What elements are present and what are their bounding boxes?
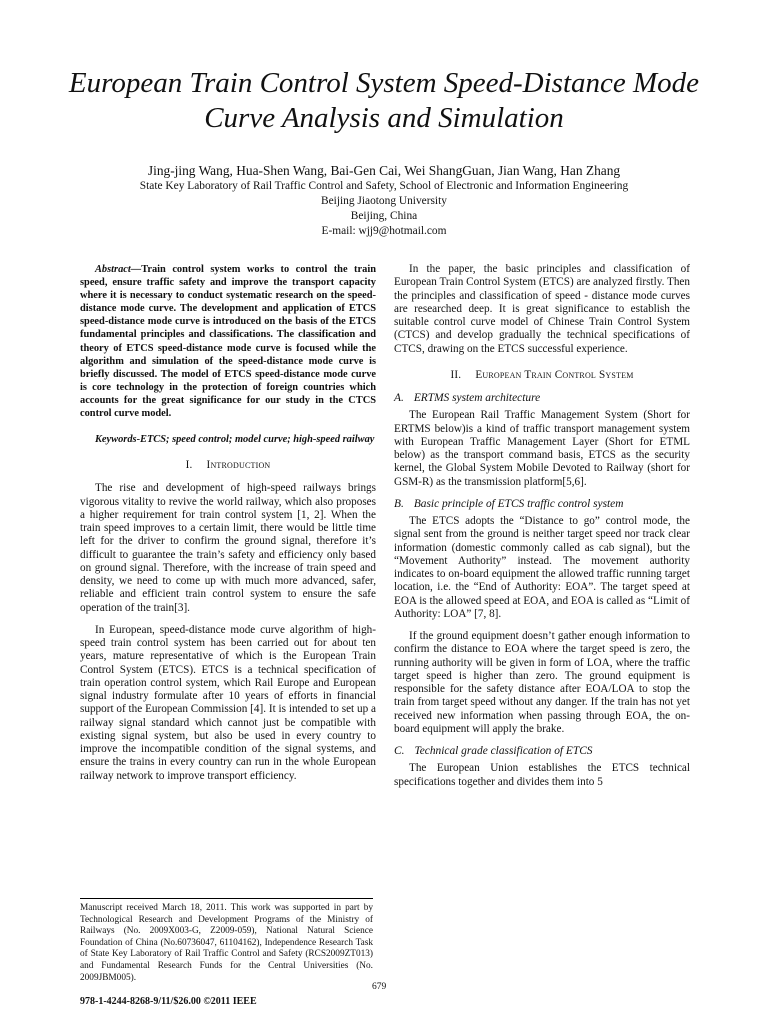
paragraph: The rise and development of high-speed railways brings vigorous vitality to revive the world railway, which also proposes a higher requirement for train control system [1, 2]. When the train speed improves to a certain limit, there would be little time left for the driver to confirm the ground signal, therefore it’s difficult to guarantee the train’s safety and efficiency only based on ground signal. Therefore, with the increase of train speed and density, we need to come up with much more advanced, safer, reliable and efficient train control system to ensure the safe operation of the train[3]. — [80, 482, 376, 614]
subsection-title: ERTMS system architecture — [413, 392, 541, 404]
section-heading-introduction — [80, 459, 376, 472]
abstract — [80, 263, 376, 420]
subsection-label: C. — [394, 745, 405, 757]
affiliation-location: Beijing, China — [350, 210, 418, 222]
isbn-line: 978-1-4244-8268-9/11/$26.00 ©2011 IEEE — [80, 996, 257, 1007]
paragraph: In the paper, the basic principles and classification of European Train Control System (ETCS) are analyzed firstly. Then the principles and classification of speed - distance mode curves are researched deep. It is great significance to establish the suitable control curve model of Chinese Train Control System (CTCS) and develop gradually the technical specifications of CTCS, drawing on the ETCS successful experience. — [394, 263, 690, 355]
abstract-lead: Abstract— — [95, 264, 142, 275]
paragraph: In European, speed-distance mode curve algorithm of high-speed train control system has been carried out for about ten years, mature representative of which is the European Train Control System (ETCS). ETCS is a technical specification of train operation control system, which Rail Europe and European signal industry formulate after 10 years of efforts in financial support of the European Commission [4]. It is intended to set up a railway signal standard which cannot just be compatible with existing signal system, but also be used in every country to improve the incompatible condition of the signal systems, and ensure the trains in every country can run in the whole European railway network to improve transport efficiency. — [80, 623, 376, 782]
footnote-rule — [80, 898, 373, 899]
right-column — [394, 263, 690, 789]
affiliation-university: Beijing Jiaotong University — [321, 195, 447, 207]
keywords: Keywords-ETCS; speed control; model curve; high-speed railway — [95, 434, 375, 446]
affiliation-line: State Key Laboratory of Rail Traffic Control and Safety, School of Electronic and Information Engineering — [139, 180, 629, 192]
subsection-title: Basic principle of ETCS traffic control system — [413, 497, 624, 510]
section-title: Introduction — [206, 459, 271, 472]
section-number: I. — [185, 459, 193, 472]
section-heading-etcs — [394, 369, 690, 382]
left-column — [80, 263, 376, 783]
subsection-label: A. — [394, 392, 404, 404]
subsection-heading-b — [394, 498, 690, 511]
subsection-label: B. — [394, 497, 404, 510]
paragraph: The European Union establishes the ETCS technical specifications together and divides them into 5 — [394, 762, 690, 788]
subsection-heading-a — [394, 392, 690, 405]
author-email: E-mail: wjj9@hotmail.com — [321, 225, 447, 237]
author-block — [60, 162, 708, 239]
subsection-heading-c — [394, 745, 690, 758]
author-list: Jing-jing Wang, Hua-Shen Wang, Bai-Gen Cai, Wei ShangGuan, Jian Wang, Han Zhang — [147, 163, 621, 178]
section-number: II. — [450, 368, 462, 381]
footnote: Manuscript received March 18, 2011. This work was supported in part by Technological Research and Development Programs of the Ministry of Railways (No. 2009X003-G, Z2009-059), National Natural Science Foundation of China (No.60736047, 61104162), Independence Research Task of State Key Laboratory of Rail Traffic Control and Safety (RCS2009ZT013) and Fundamental Research Funds for the Central Universities (No. 2009JBM005). — [80, 903, 373, 983]
paper-title: European Train Control System Speed-Distance Mode Curve Analysis and Simulation — [68, 67, 700, 134]
subsection-title: Technical grade classification of ETCS — [414, 745, 593, 757]
paragraph: The ETCS adopts the “Distance to go” control mode, the signal sent from the ground is neither target speed nor track clear information (domestic commonly called as cab signal), but the “Movement Authority” instead. The movement authority indicates to on-board equipment the allowed traffic running target location, i.e. the “End of Authority: EOA”. The target speed at EOA is the allowed speed at EOA, and EOA is called as “Limit of Authority: LOA” [7, 8]. — [394, 515, 690, 620]
paragraph: If the ground equipment doesn’t gather enough information to confirm the distance to EOA where the target speed is zero, the running authority will be given in form of LOA, where the traffic target speed is higher than zero. The ground equipment is responsible for the safety distance after EOA/LOA to stop the train from target speed without any danger. If the train has not yet received new information when passing through EOA, the on-board equipment will apply the brake. — [394, 630, 690, 735]
page-number: 679 — [372, 982, 387, 992]
paragraph: The European Rail Traffic Management System (Short for ERTMS below)is a kind of traffic transport management system with European Traffic Management Layer (Short for ETML below) as the transport command basis, ETCS as the security kernel, the Global System Mobile Devoted to Railway (short for GSM-R) as the transmission platform[5,6]. — [394, 409, 690, 488]
section-title: European Train Control System — [475, 368, 634, 381]
abstract-text: Train control system works to control the train speed, ensure traffic safety and improve the transport capacity where it is necessary to conduct systematic research on the speed-distance mode curve. The development and application of ETCS speed-distance mode curve is introduced on the basis of the ETCS fundamental principles and classifications. The classification and theory of ETCS speed-distance mode curve is focused while the algorithm and simulation of the speed-distance mode curve is briefly discussed. The model of ETCS speed-distance mode curve is core technology in the protection of foreign countries which accounts for the great significance for our study in the CTCS control curve model. — [80, 264, 376, 420]
